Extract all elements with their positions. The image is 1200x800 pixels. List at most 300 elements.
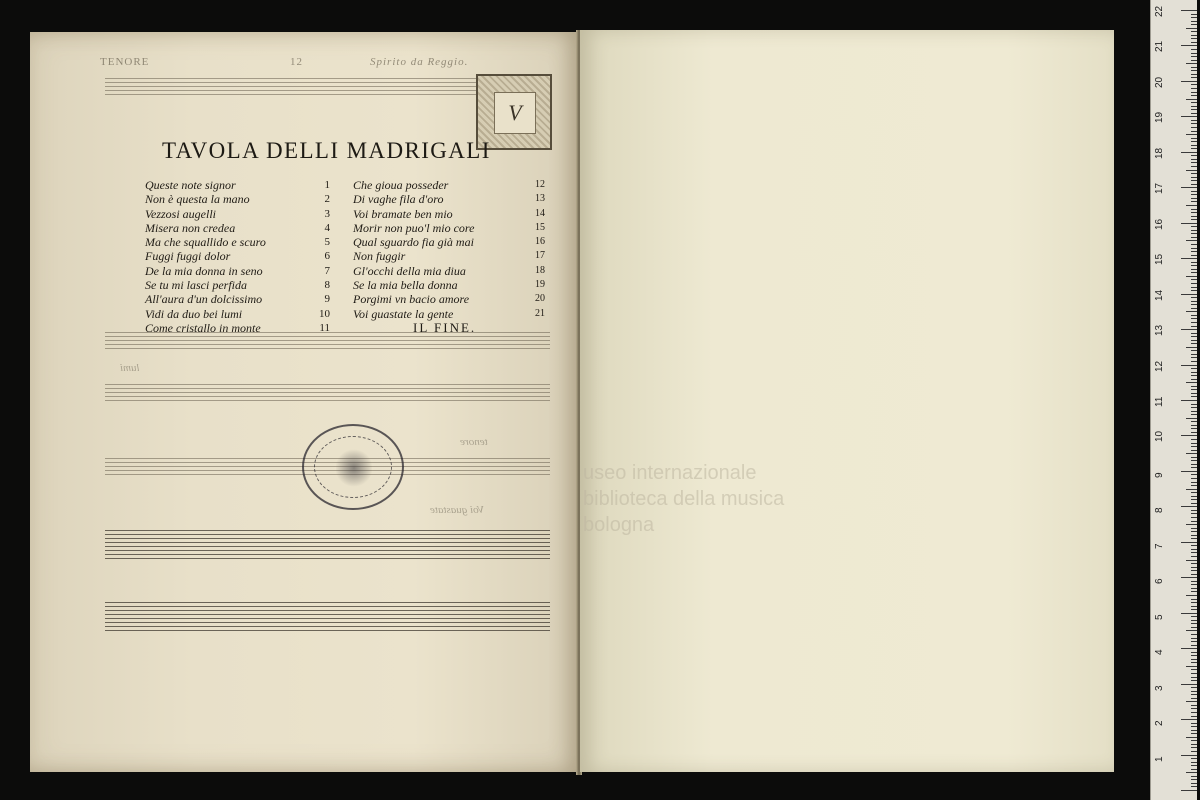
ruler-tick xyxy=(1191,432,1197,433)
toc-entry-number: 15 xyxy=(535,221,545,233)
page-title: TAVOLA DELLI MADRIGALI xyxy=(162,138,491,163)
ruler-tick xyxy=(1191,35,1197,36)
ruler-tick xyxy=(1191,95,1197,96)
ruler-tick xyxy=(1191,102,1197,103)
toc-entry-title: Morir non puo'l mio core xyxy=(353,220,475,235)
ruler-tick xyxy=(1186,595,1197,596)
ruler-tick xyxy=(1191,581,1197,582)
ruler-tick xyxy=(1191,634,1197,635)
ruler-tick xyxy=(1191,145,1197,146)
blank-staff xyxy=(105,530,550,562)
ruler-tick xyxy=(1191,308,1197,309)
stamp-emblem xyxy=(336,448,372,488)
ruler-tick xyxy=(1191,535,1197,536)
ruler-tick xyxy=(1191,265,1197,266)
ruler-label: 22 xyxy=(1154,5,1165,17)
ruler-tick xyxy=(1191,184,1197,185)
ruler-tick xyxy=(1191,425,1197,426)
open-book xyxy=(28,30,1118,775)
ruler-tick xyxy=(1186,737,1197,738)
ruler-tick xyxy=(1191,421,1197,422)
toc-entry xyxy=(145,264,330,278)
ruler-tick xyxy=(1191,120,1197,121)
ruler-label: 3 xyxy=(1154,685,1165,691)
ruler-tick xyxy=(1186,630,1197,631)
ruler-tick xyxy=(1186,560,1197,561)
toc-entry-number: 6 xyxy=(324,250,330,263)
ruler-tick xyxy=(1191,531,1197,532)
ruler-tick xyxy=(1191,177,1197,178)
ruler-tick xyxy=(1191,677,1197,678)
ruler-tick xyxy=(1191,758,1197,759)
ruler-tick xyxy=(1191,443,1197,444)
ruler-tick xyxy=(1191,375,1197,376)
ruler-tick xyxy=(1191,113,1197,114)
ruler-tick xyxy=(1191,496,1197,497)
ruler-tick xyxy=(1191,556,1197,557)
ruler-tick xyxy=(1191,485,1197,486)
ruler-tick xyxy=(1191,138,1197,139)
ruler-tick xyxy=(1181,684,1197,685)
ruler-tick xyxy=(1191,513,1197,514)
left-page xyxy=(30,32,578,772)
show-through-staff xyxy=(105,384,550,404)
toc-entry-title: Vidi da duo bei lumi xyxy=(145,306,243,321)
ruler-tick xyxy=(1181,755,1197,756)
watermark-line: biblioteca della musica xyxy=(583,488,785,510)
ruler-tick xyxy=(1191,786,1197,787)
ruler-tick xyxy=(1191,315,1197,316)
toc-entry-number: 4 xyxy=(324,221,330,234)
ruler-tick xyxy=(1191,343,1197,344)
ruler-tick xyxy=(1191,301,1197,302)
ruler-tick xyxy=(1191,159,1197,160)
ruler-tick xyxy=(1191,783,1197,784)
ruler-tick xyxy=(1191,776,1197,777)
ruler-tick xyxy=(1181,506,1197,507)
ruler-tick xyxy=(1191,474,1197,475)
ruler-tick xyxy=(1191,248,1197,249)
ruler-tick xyxy=(1191,712,1197,713)
ruler-tick xyxy=(1191,740,1197,741)
toc-entry-number: 9 xyxy=(324,293,330,306)
ruler-tick xyxy=(1191,56,1197,57)
toc-entry-title: Gl'occhi della mia diua xyxy=(353,263,466,278)
ruler-tick xyxy=(1191,669,1197,670)
ruler-tick xyxy=(1191,708,1197,709)
toc-entry xyxy=(353,307,553,321)
ruler-tick xyxy=(1191,226,1197,227)
ruler-tick xyxy=(1191,389,1197,390)
ruler-tick xyxy=(1191,92,1197,93)
ruler-tick xyxy=(1191,450,1197,451)
ruler-tick xyxy=(1191,602,1197,603)
ruler-label: 1 xyxy=(1154,755,1165,762)
ruler-tick xyxy=(1191,109,1197,110)
toc-entry xyxy=(145,192,330,206)
ruler-tick xyxy=(1191,318,1197,319)
ruler-tick xyxy=(1191,623,1197,624)
ruler-tick xyxy=(1191,545,1197,546)
ruler-tick xyxy=(1181,435,1197,436)
ruler-tick xyxy=(1191,194,1197,195)
ruler-tick xyxy=(1181,542,1197,543)
ruler-tick xyxy=(1191,694,1197,695)
toc-entry-number: 17 xyxy=(535,250,545,262)
ruler-tick xyxy=(1186,347,1197,348)
ruler-tick xyxy=(1181,400,1197,401)
toc-entry-number: 19 xyxy=(535,279,545,291)
ruler-tick xyxy=(1191,255,1197,256)
ruler-tick xyxy=(1191,563,1197,564)
ruler-tick xyxy=(1186,63,1197,64)
toc-entry xyxy=(145,307,330,321)
ruler-tick xyxy=(1181,365,1197,366)
ruler-tick xyxy=(1191,482,1197,483)
ruler-tick xyxy=(1191,467,1197,468)
ruler-tick xyxy=(1181,223,1197,224)
ruler-tick xyxy=(1181,45,1197,46)
toc-entry-number: 1 xyxy=(324,179,330,191)
ruler-tick xyxy=(1181,152,1197,153)
ruler-tick xyxy=(1191,272,1197,273)
ruler-tick xyxy=(1191,24,1197,25)
ruler-tick xyxy=(1181,10,1197,11)
ruler-tick xyxy=(1191,769,1197,770)
toc-entry-number: 18 xyxy=(535,264,545,276)
ruler-label: 10 xyxy=(1154,431,1165,443)
ruler-tick xyxy=(1186,134,1197,135)
toc-entry-number: 14 xyxy=(535,207,545,219)
toc-entry-title: Qual sguardo fia già mai xyxy=(353,235,474,250)
toc-entry-title: Come cristallo in monte xyxy=(145,320,261,335)
toc-entry xyxy=(145,249,330,263)
ruler-tick xyxy=(1191,84,1197,85)
toc-entry-title: Che gioua posseder xyxy=(353,178,449,192)
ruler-tick xyxy=(1191,570,1197,571)
show-through-text: lumi xyxy=(120,362,140,374)
ruler-tick xyxy=(1191,599,1197,600)
ruler-tick xyxy=(1191,591,1197,592)
ruler-tick xyxy=(1191,17,1197,18)
ruler-tick xyxy=(1186,666,1197,667)
ruler-tick xyxy=(1191,372,1197,373)
ruler-tick xyxy=(1191,180,1197,181)
ruler-tick xyxy=(1191,244,1197,245)
ruler-tick xyxy=(1181,329,1197,330)
ruler-tick xyxy=(1191,552,1197,553)
ruler-tick xyxy=(1191,141,1197,142)
ruler-label: 14 xyxy=(1154,289,1165,301)
ruler-tick xyxy=(1191,155,1197,156)
ruler-tick xyxy=(1191,14,1197,15)
toc-entry xyxy=(353,264,553,278)
ruler-tick xyxy=(1191,283,1197,284)
ruler-label: 12 xyxy=(1154,360,1165,372)
ruler-tick xyxy=(1191,304,1197,305)
right-page-blank xyxy=(580,30,1114,772)
toc-entry xyxy=(353,192,553,206)
initial-letter: V xyxy=(494,92,536,134)
watermark-line: bologna xyxy=(583,514,655,536)
ruler-tick xyxy=(1191,439,1197,440)
ruler-tick xyxy=(1191,687,1197,688)
ruler-tick xyxy=(1186,205,1197,206)
ruler-tick xyxy=(1191,379,1197,380)
ruler-tick xyxy=(1191,779,1197,780)
ruler-tick xyxy=(1191,42,1197,43)
ruler-tick xyxy=(1191,333,1197,334)
toc-entry xyxy=(353,292,553,306)
ruler-tick xyxy=(1191,88,1197,89)
running-head-composer: Spirito da Reggio. xyxy=(370,56,469,68)
ruler-label: 5 xyxy=(1154,614,1165,620)
ruler-tick xyxy=(1191,162,1197,163)
ruler-tick xyxy=(1191,38,1197,39)
ruler-tick xyxy=(1191,131,1197,132)
watermark-line: useo internazionale xyxy=(583,462,757,484)
ruler-tick xyxy=(1186,311,1197,312)
ruler-tick xyxy=(1191,336,1197,337)
ruler-tick xyxy=(1191,287,1197,288)
ruler-tick xyxy=(1191,407,1197,408)
ruler-tick xyxy=(1191,645,1197,646)
ruler-tick xyxy=(1191,567,1197,568)
ruler-tick xyxy=(1191,673,1197,674)
ruler-tick xyxy=(1191,691,1197,692)
running-head-page-number: 12 xyxy=(290,56,303,68)
ruler-tick xyxy=(1191,744,1197,745)
ruler-label: 21 xyxy=(1154,41,1165,53)
ruler-tick xyxy=(1181,81,1197,82)
ruler-tick xyxy=(1186,170,1197,171)
ruler-tick xyxy=(1191,751,1197,752)
ruler-tick xyxy=(1191,198,1197,199)
ruler-tick xyxy=(1191,290,1197,291)
toc-entry-number: 3 xyxy=(324,207,330,220)
ruler-tick xyxy=(1191,106,1197,107)
ruler-tick xyxy=(1181,719,1197,720)
ruler-tick xyxy=(1186,28,1197,29)
ruler-tick xyxy=(1191,77,1197,78)
ruler-tick xyxy=(1191,726,1197,727)
toc-entry-title: Fuggi fuggi dolor xyxy=(145,249,231,264)
toc-entry xyxy=(145,235,330,249)
library-stamp xyxy=(302,424,404,510)
toc-entry-number: 5 xyxy=(324,236,330,249)
toc-column-right xyxy=(353,178,553,335)
ruler-tick xyxy=(1191,219,1197,220)
ruler-tick xyxy=(1191,396,1197,397)
ruler-tick xyxy=(1191,237,1197,238)
ruler-tick xyxy=(1191,528,1197,529)
show-through-text: Voi guastate xyxy=(430,504,485,516)
ruler-label: 6 xyxy=(1154,578,1165,585)
fine-label: IL FINE. xyxy=(413,319,477,335)
ruler-tick xyxy=(1191,230,1197,231)
toc-column-left xyxy=(145,178,330,335)
ruler-tick xyxy=(1191,21,1197,22)
ruler-tick xyxy=(1191,428,1197,429)
toc-entry-title: Di vaghe fila d'oro xyxy=(353,192,444,207)
ruler-tick xyxy=(1191,212,1197,213)
ruler-tick xyxy=(1191,127,1197,128)
ruler-label: 4 xyxy=(1154,649,1165,656)
ruler-label: 11 xyxy=(1154,396,1165,407)
ruler-tick xyxy=(1191,762,1197,763)
ruler-tick xyxy=(1191,350,1197,351)
ruler-label: 7 xyxy=(1154,543,1165,549)
ruler-tick xyxy=(1191,652,1197,653)
ruler-tick xyxy=(1191,655,1197,656)
ruler-tick xyxy=(1181,471,1197,472)
ruler-tick xyxy=(1191,627,1197,628)
ruler-tick xyxy=(1191,393,1197,394)
ruler-label: 9 xyxy=(1154,472,1165,478)
ruler-tick xyxy=(1181,294,1197,295)
ruler-tick xyxy=(1191,340,1197,341)
running-head-voice: TENORE xyxy=(100,56,150,68)
museum-watermark xyxy=(583,460,784,538)
ruler-tick xyxy=(1186,701,1197,702)
ruler-tick xyxy=(1191,49,1197,50)
ruler-tick xyxy=(1181,258,1197,259)
ruler-tick xyxy=(1181,613,1197,614)
ruler-tick xyxy=(1191,354,1197,355)
toc-entry-title: Se tu mi lasci perfida xyxy=(145,278,247,293)
ruler-tick xyxy=(1191,460,1197,461)
toc-entry xyxy=(353,249,553,263)
toc-entry-title: Non è questa la mano xyxy=(145,192,250,207)
ruler-tick xyxy=(1181,648,1197,649)
ruler-tick xyxy=(1191,322,1197,323)
ruler-label: 19 xyxy=(1154,112,1165,124)
ruler-tick xyxy=(1191,60,1197,61)
ruler-label: 13 xyxy=(1154,324,1165,337)
toc-entry-title: Se la mia bella donna xyxy=(353,278,458,293)
toc-entry-title: De la mia donna in seno xyxy=(145,263,263,278)
toc-entry-number: 10 xyxy=(319,307,330,320)
ruler-tick xyxy=(1191,747,1197,748)
ruler-tick xyxy=(1191,503,1197,504)
ruler-tick xyxy=(1191,606,1197,607)
toc-entry xyxy=(145,278,330,292)
toc-entry-title: Queste note signor xyxy=(145,178,236,192)
ruler-tick xyxy=(1191,680,1197,681)
ruler-tick xyxy=(1191,123,1197,124)
ruler-label: 20 xyxy=(1154,76,1165,88)
ruler-label: 2 xyxy=(1154,720,1165,727)
ruler-label: 8 xyxy=(1154,507,1165,514)
ruler-tick xyxy=(1191,386,1197,387)
ruler-tick xyxy=(1191,478,1197,479)
ruler-tick xyxy=(1191,414,1197,415)
toc-entry-number: 16 xyxy=(535,236,545,248)
ruler-tick xyxy=(1191,173,1197,174)
ruler-tick xyxy=(1191,251,1197,252)
toc-entry-number: 13 xyxy=(535,193,545,205)
toc-entry xyxy=(353,278,553,292)
toc-entry-title: Vezzosi augelli xyxy=(145,206,216,221)
toc-entry-number: 21 xyxy=(535,307,545,319)
ruler-tick xyxy=(1191,411,1197,412)
ruler-tick xyxy=(1191,67,1197,68)
ruler-tick xyxy=(1191,517,1197,518)
toc-entry-title: Non fuggir xyxy=(353,249,406,264)
ruler-tick xyxy=(1191,510,1197,511)
ruler-tick xyxy=(1191,662,1197,663)
toc-entry xyxy=(353,321,553,335)
ruler-tick xyxy=(1186,418,1197,419)
toc-entry-number: 7 xyxy=(324,264,330,277)
toc-entry xyxy=(145,221,330,235)
ruler-label: 15 xyxy=(1154,254,1165,266)
ruler-tick xyxy=(1191,538,1197,539)
ruler-tick xyxy=(1191,638,1197,639)
ruler-tick xyxy=(1186,453,1197,454)
ruler-tick xyxy=(1191,659,1197,660)
ruler-tick xyxy=(1191,457,1197,458)
toc-entry-title: Misera non credea xyxy=(145,220,236,235)
toc-entry xyxy=(353,207,553,221)
ruler-label: 16 xyxy=(1154,218,1165,230)
ruler-tick xyxy=(1191,74,1197,75)
toc-entry-title: Ma che squallido e scuro xyxy=(145,235,266,250)
toc-entry xyxy=(145,178,330,192)
ruler-label: 18 xyxy=(1154,147,1165,159)
ruler-tick xyxy=(1191,326,1197,327)
ruler-tick xyxy=(1191,368,1197,369)
ruler-tick xyxy=(1191,464,1197,465)
ruler-tick xyxy=(1191,723,1197,724)
ruler-tick xyxy=(1191,733,1197,734)
ruler-tick xyxy=(1186,276,1197,277)
toc-entry xyxy=(353,235,553,249)
ruler-tick xyxy=(1191,765,1197,766)
ruler-tick xyxy=(1191,262,1197,263)
ruler-tick xyxy=(1191,616,1197,617)
ruler-tick xyxy=(1191,209,1197,210)
toc-entry-title: Voi guastate la gente xyxy=(353,306,454,321)
ruler-tick xyxy=(1191,361,1197,362)
ruler-tick xyxy=(1191,404,1197,405)
ruler-tick xyxy=(1191,357,1197,358)
ruler-tick xyxy=(1191,269,1197,270)
ruler-tick xyxy=(1191,492,1197,493)
ruler-tick xyxy=(1181,790,1197,791)
measurement-ruler xyxy=(1150,0,1197,800)
ruler-tick xyxy=(1191,698,1197,699)
show-through-text: tenore xyxy=(460,436,488,448)
ruler-tick xyxy=(1186,524,1197,525)
ruler-tick xyxy=(1186,772,1197,773)
toc-entry xyxy=(353,178,553,192)
ruler-tick xyxy=(1191,499,1197,500)
toc-entry xyxy=(145,207,330,221)
ruler-tick xyxy=(1191,446,1197,447)
toc-entry-title: All'aura d'un dolcissimo xyxy=(145,292,263,307)
ruler-tick xyxy=(1191,588,1197,589)
ruler-tick xyxy=(1191,620,1197,621)
ruler-tick xyxy=(1191,216,1197,217)
ruler-tick xyxy=(1186,240,1197,241)
ruler-tick xyxy=(1191,549,1197,550)
ruler-tick xyxy=(1191,521,1197,522)
ruler-tick xyxy=(1191,609,1197,610)
ruler-tick xyxy=(1191,641,1197,642)
ruler-tick xyxy=(1186,99,1197,100)
toc-entry-number: 20 xyxy=(535,293,545,305)
